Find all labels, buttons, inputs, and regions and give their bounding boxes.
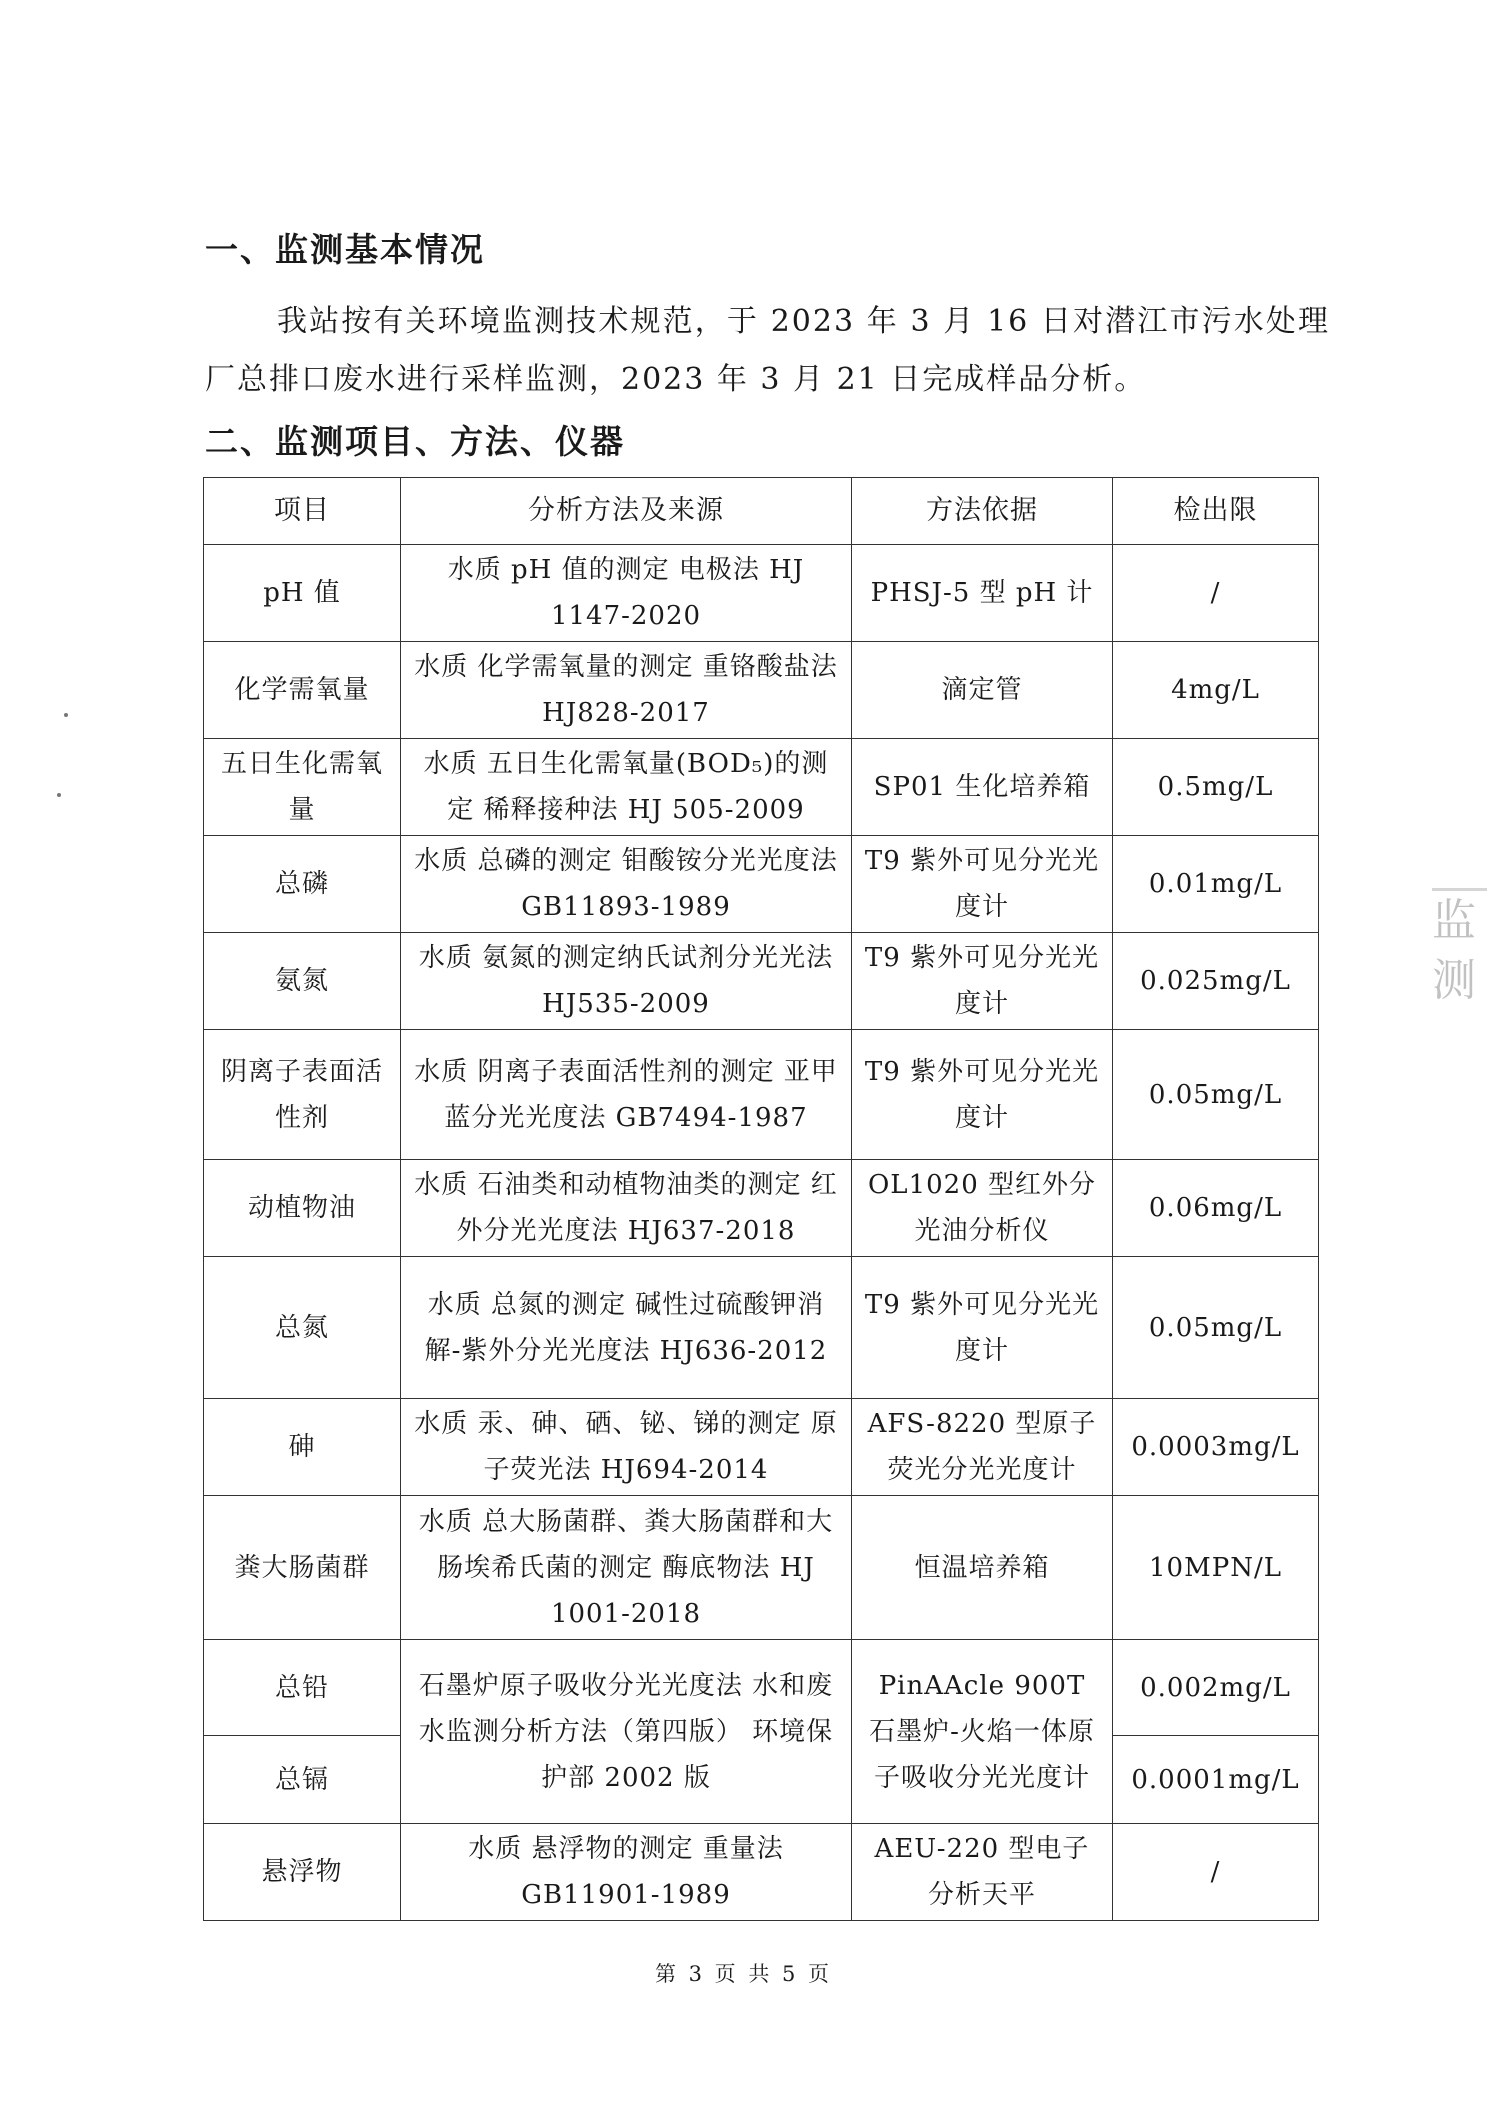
table-row	[204, 1640, 1319, 1736]
section-heading-methods: 二、监测项目、方法、仪器	[205, 422, 625, 461]
cell-basis: T9 紫外可见分光光度计	[852, 1030, 1113, 1160]
cell-limit: 0.002mg/L	[1113, 1640, 1319, 1736]
scan-speck	[57, 793, 61, 797]
methods-table	[203, 477, 1319, 1921]
table-row	[204, 1824, 1319, 1921]
intro-paragraph: 我站按有关环境监测技术规范，于 2023 年 3 月 16 日对潜江市污水处理厂总排口废水进行采样监测，2023 年 3 月 21 日完成样品分析。	[205, 304, 1330, 397]
cell-basis: T9 紫外可见分光光度计	[852, 836, 1113, 933]
cell-item: 总氮	[204, 1257, 401, 1399]
cell-item: 总磷	[204, 836, 401, 933]
cell-item: 总铅	[204, 1640, 401, 1736]
cell-basis: OL1020 型红外分光油分析仪	[852, 1160, 1113, 1257]
table-row	[204, 1257, 1319, 1399]
cell-item: 粪大肠菌群	[204, 1496, 401, 1640]
cell-limit: /	[1113, 1824, 1319, 1921]
cell-basis: T9 紫外可见分光光度计	[852, 1257, 1113, 1399]
cell-item: 化学需氧量	[204, 642, 401, 739]
cell-limit: 0.0001mg/L	[1113, 1736, 1319, 1824]
cell-basis: 恒温培养箱	[852, 1496, 1113, 1640]
cell-method: 水质 阴离子表面活性剂的测定 亚甲蓝分光光度法 GB7494-1987	[401, 1030, 852, 1160]
cell-method: 水质 化学需氧量的测定 重铬酸盐法 HJ828-2017	[401, 642, 852, 739]
seal-stamp-fragment: 监测	[1432, 888, 1487, 1071]
cell-method: 水质 五日生化需氧量(BOD₅)的测定 稀释接种法 HJ 505-2009	[401, 739, 852, 836]
page-number-footer: 第 3 页 共 5 页	[654, 1962, 833, 1986]
cell-limit: 0.05mg/L	[1113, 1030, 1319, 1160]
cell-method: 水质 总磷的测定 钼酸铵分光光度法 GB11893-1989	[401, 836, 852, 933]
scan-speck	[64, 713, 68, 717]
cell-method: 水质 悬浮物的测定 重量法 GB11901-1989	[401, 1824, 852, 1921]
header-item: 项目	[204, 478, 401, 545]
cell-method: 水质 总大肠菌群、粪大肠菌群和大肠埃希氏菌的测定 酶底物法 HJ 1001-2018	[401, 1496, 852, 1640]
cell-basis: 滴定管	[852, 642, 1113, 739]
cell-item: 总镉	[204, 1736, 401, 1824]
table-row	[204, 739, 1319, 836]
cell-basis: AFS-8220 型原子荧光分光光度计	[852, 1399, 1113, 1496]
cell-basis: AEU-220 型电子分析天平	[852, 1824, 1113, 1921]
table-row	[204, 1030, 1319, 1160]
table-row	[204, 1399, 1319, 1496]
cell-limit: 0.025mg/L	[1113, 933, 1319, 1030]
table-header-row	[204, 478, 1319, 545]
cell-item: 五日生化需氧量	[204, 739, 401, 836]
cell-limit: 0.06mg/L	[1113, 1160, 1319, 1257]
cell-limit: 10MPN/L	[1113, 1496, 1319, 1640]
cell-item: 动植物油	[204, 1160, 401, 1257]
table-row	[204, 1160, 1319, 1257]
cell-basis-merged: PinAAcle 900T 石墨炉-火焰一体原子吸收分光光度计	[852, 1640, 1113, 1824]
cell-method-merged: 石墨炉原子吸收分光光度法 水和废水监测分析方法（第四版） 环境保护部 2002 版	[401, 1640, 852, 1824]
cell-item: pH 值	[204, 545, 401, 642]
cell-item: 砷	[204, 1399, 401, 1496]
cell-basis: T9 紫外可见分光光度计	[852, 933, 1113, 1030]
cell-method: 水质 pH 值的测定 电极法 HJ 1147-2020	[401, 545, 852, 642]
cell-basis: SP01 生化培养箱	[852, 739, 1113, 836]
cell-basis: PHSJ-5 型 pH 计	[852, 545, 1113, 642]
cell-method: 水质 氨氮的测定纳氏试剂分光光法 HJ535-2009	[401, 933, 852, 1030]
table-row	[204, 642, 1319, 739]
table-row	[204, 836, 1319, 933]
section-heading-basic-info: 一、监测基本情况	[205, 230, 485, 269]
cell-limit: 0.01mg/L	[1113, 836, 1319, 933]
cell-limit: 0.0003mg/L	[1113, 1399, 1319, 1496]
table-row	[204, 545, 1319, 642]
cell-method: 水质 总氮的测定 碱性过硫酸钾消解-紫外分光光度法 HJ636-2012	[401, 1257, 852, 1399]
cell-limit: 4mg/L	[1113, 642, 1319, 739]
table-row	[204, 933, 1319, 1030]
cell-method: 水质 石油类和动植物油类的测定 红外分光光度法 HJ637-2018	[401, 1160, 852, 1257]
cell-method: 水质 汞、砷、硒、铋、锑的测定 原子荧光法 HJ694-2014	[401, 1399, 852, 1496]
cell-item: 氨氮	[204, 933, 401, 1030]
cell-item: 悬浮物	[204, 1824, 401, 1921]
cell-limit: 0.05mg/L	[1113, 1257, 1319, 1399]
header-limit: 检出限	[1113, 478, 1319, 545]
cell-limit: 0.5mg/L	[1113, 739, 1319, 836]
table-row	[204, 1496, 1319, 1640]
cell-limit: /	[1113, 545, 1319, 642]
header-basis: 方法依据	[852, 478, 1113, 545]
header-method: 分析方法及来源	[401, 478, 852, 545]
cell-item: 阴离子表面活性剂	[204, 1030, 401, 1160]
